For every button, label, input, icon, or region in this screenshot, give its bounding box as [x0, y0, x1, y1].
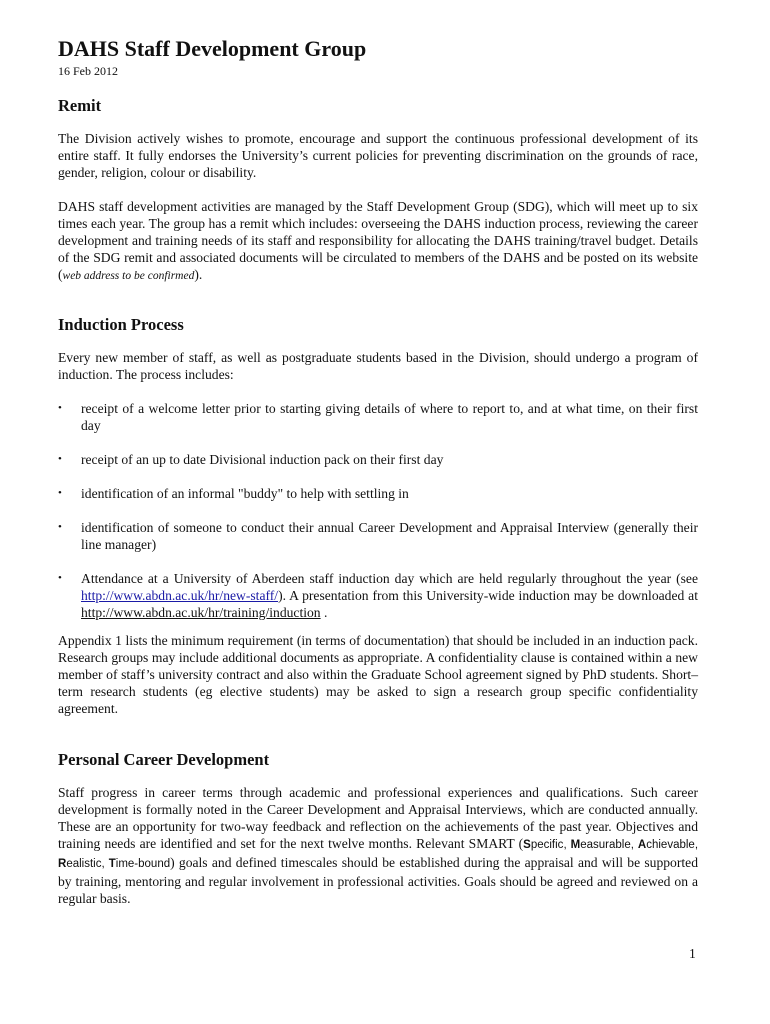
remit-paragraph-2-text: DAHS staff development activities are managed by the Staff Development Group (SDG), which will meet up to six times each year. The group has a remit which includes: overseeing the DAHS induction process, reviewing the career development and training needs of its staff and responsibility for allocating the DAHS training/travel budget. Details of the SDG remit and associated documents will be circulated to members of the DAHS and be posted on its website (: [58, 199, 698, 282]
document-date: 16 Feb 2012: [58, 64, 118, 78]
remit-paragraph-2-end: ).: [194, 267, 203, 282]
induction-list-item: [58, 570, 698, 621]
smart-rest: ealistic: [66, 858, 102, 870]
bullet-icon: •: [58, 521, 62, 533]
smart-letter: S: [523, 839, 531, 851]
website-note: web address to be confirmed: [62, 270, 195, 282]
bullet-icon: •: [58, 572, 62, 584]
smart-separator: ,: [563, 839, 571, 851]
smart-separator: ,: [101, 858, 109, 870]
appendix-paragraph: Appendix 1 lists the minimum requirement (in terms of documentation) that should be included in an induction pack. Research groups may include additional documents as appropriate. A confidentiality clause is contained within a new member of staff’s university contract and also within the Graduate School agreement signed by PhD students. Short–term research students (eg elective students) may be asked to sign a research group specific confidentiality agreement.: [58, 633, 698, 716]
smart-rest: chievable: [646, 839, 695, 851]
new-staff-link[interactable]: http://www.abdn.ac.uk/hr/new-staff/: [81, 588, 279, 603]
induction-item-text: receipt of an up to date Divisional induction pack on their first day: [81, 452, 444, 467]
induction-training-link[interactable]: http://www.abdn.ac.uk/hr/training/induction: [81, 605, 321, 620]
induction-item-text-part: Attendance at a University of Aberdeen staff induction day which are held regularly throughout the year (see: [81, 571, 698, 586]
career-heading: Personal Career Development: [58, 750, 270, 769]
career-paragraph-text: Staff progress in career terms through academic and professional experiences and qualifications. Such career development is formally noted in the Career Development and Appraisal Interviews, which are conducted annually. These are an opportunity for two-way feedback and reflection on the achievements of the past year. Objectives and training needs are identified and set for the next twelve months. Relevant SMART (: [58, 785, 698, 851]
career-paragraph: [58, 784, 698, 907]
induction-item-text: identification of someone to conduct their annual Career Development and Appraisal Interview (generally their line manager): [81, 520, 698, 552]
induction-item-text-part: ). A presentation from this University-wide induction may be downloaded at: [278, 588, 698, 603]
document-title: DAHS Staff Development Group: [58, 36, 367, 61]
smart-letter: T: [108, 858, 116, 870]
induction-item-text-part: .: [320, 605, 328, 620]
smart-rest: ime-bound: [115, 858, 171, 870]
remit-heading: Remit: [58, 96, 102, 115]
induction-list-item: [58, 485, 698, 502]
smart-letter: M: [570, 839, 581, 851]
smart-letter: R: [58, 858, 67, 870]
bullet-icon: •: [58, 402, 62, 414]
induction-list-item: [58, 451, 698, 468]
page-number: 1: [689, 946, 696, 961]
smart-rest: pecific: [530, 839, 564, 851]
induction-intro: Every new member of staff, as well as postgraduate students based in the Division, should undergo a program of induction. The process includes:: [58, 350, 698, 382]
career-paragraph-text-end: ) goals and defined timescales should be established during the appraisal and will be supported by training, mentoring and regular involvement in professional activities. Goals should be agreed and reviewed on a regular basis.: [58, 855, 698, 906]
document-content: [58, 36, 698, 907]
induction-list: [58, 400, 698, 621]
smart-rest: easurable: [580, 839, 631, 851]
induction-list-item: [58, 519, 698, 553]
induction-heading: Induction Process: [58, 315, 184, 334]
remit-paragraph-2: [58, 198, 698, 285]
smart-separator: ,: [630, 839, 638, 851]
induction-list-item: [58, 400, 698, 434]
remit-paragraph-1: The Division actively wishes to promote, encourage and support the continuous professional development of its entire staff. It fully endorses the University’s current policies for preventing discrimination on the grounds of race, gender, religion, colour or disability.: [58, 131, 698, 180]
induction-item-text: [81, 571, 698, 620]
induction-item-text: receipt of a welcome letter prior to starting giving details of where to report to, and at what time, on their first day: [81, 401, 698, 433]
smart-separator: ,: [694, 839, 699, 851]
bullet-icon: •: [58, 453, 62, 465]
smart-letter: A: [637, 839, 647, 851]
induction-item-text: identification of an informal "buddy" to help with settling in: [81, 486, 409, 501]
bullet-icon: •: [58, 487, 62, 499]
